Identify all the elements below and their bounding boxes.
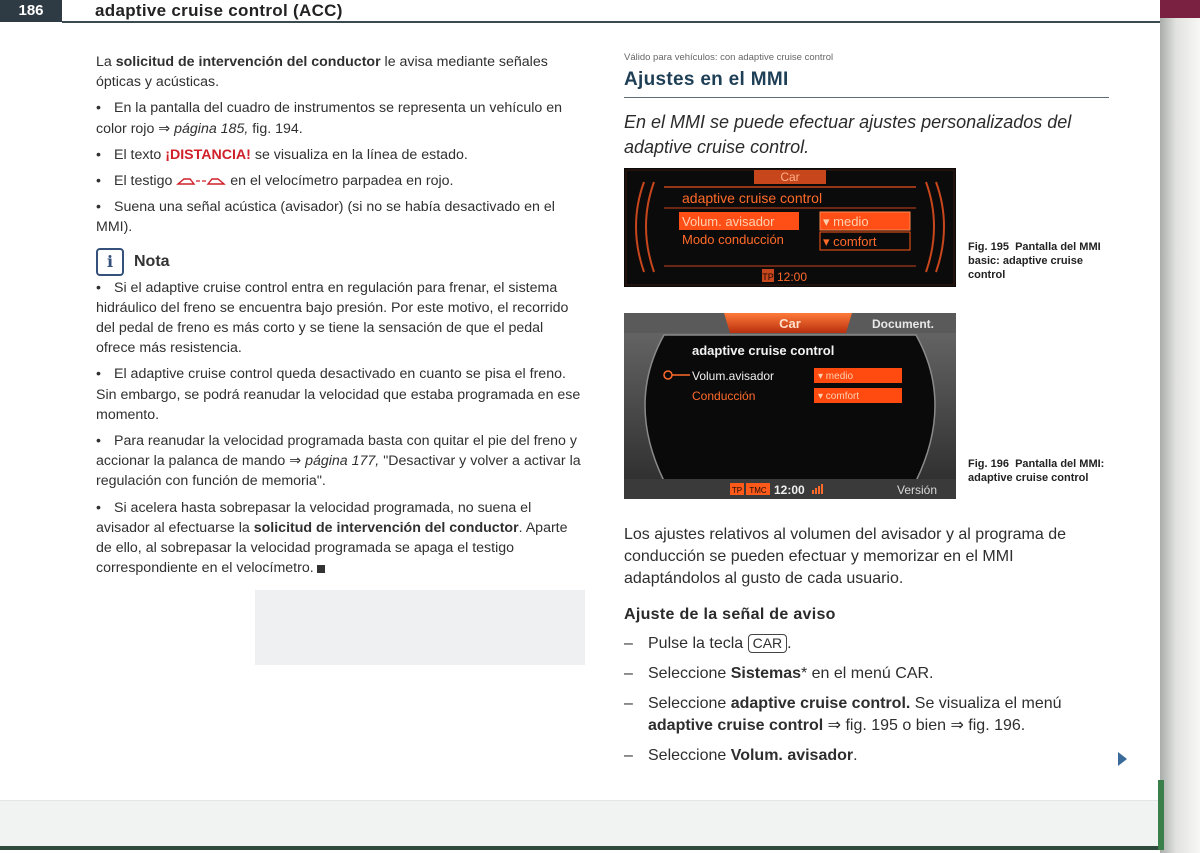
figure-196-caption: Fig. 196 Pantalla del MMI: adaptive cruise control (968, 458, 1105, 484)
screen2-row2-label: Conducción (692, 389, 756, 403)
car-key: CAR (748, 634, 788, 653)
running-title: adaptive cruise control (ACC) (95, 1, 343, 20)
faded-bleedthrough-box (255, 590, 585, 665)
screen1-row1-label: Volum. avisador (682, 214, 775, 229)
mmi-screen (624, 313, 956, 499)
screen2-tmc-badge: TMC (749, 486, 767, 495)
bullet-dot: • (96, 173, 101, 190)
figure-195-caption: Fig. 195 Pantalla del MMI basic: adaptive cruise control (968, 241, 1101, 281)
screen2-tab-car: Car (779, 316, 801, 331)
section-intro: En el MMI se puede efectuar ajustes personalizados del adaptive cruise control. (624, 112, 1072, 157)
page-header (0, 0, 1160, 20)
bullet-dot: • (96, 100, 101, 117)
continue-arrow-icon (1118, 752, 1127, 766)
bullet-1: • En la pantalla del cuadro de instrumentos se representa un vehículo en color rojo ⇒ página 185, fig. 194. (96, 100, 562, 137)
step-3: – Seleccione adaptive cruise control. Se visualiza el menú adaptive cruise control ⇒ fig. 195 o bien ⇒ fig. 196. (624, 695, 1062, 734)
bullet-dot: • (96, 199, 101, 216)
screen2-tp-badge: TP (731, 486, 743, 495)
bullet-dot: • (96, 366, 101, 383)
end-square-icon (317, 565, 325, 573)
note-item-2: • El adaptive cruise control queda desactivado en cuanto se pisa el freno. Sin embargo, se podrá reanudar la velocidad que estaba programada en ese momento. (96, 366, 581, 423)
section-rule (624, 97, 1109, 98)
header-rule (62, 21, 1160, 23)
page-edge-tab (1160, 0, 1200, 18)
section-title: Ajustes en el MMI (624, 69, 789, 90)
page-number: 186 (0, 0, 62, 22)
screen1-time: 12:00 (777, 270, 808, 284)
bullet-dot: • (96, 279, 101, 296)
screen2-heading: adaptive cruise control (692, 343, 835, 358)
screen2-row1-label: Volum.avisador (692, 369, 775, 383)
note-item-3: • Para reanudar la velocidad programada basta con quitar el pie del freno y accionar la palanca de mando ⇒ página 177, "Desactivar y volver a activar la regulación con función de memoria". (96, 433, 581, 490)
step-4: – Seleccione Volum. avisador. (624, 747, 858, 764)
mmi-basic-screen (624, 168, 956, 287)
bottom-band (0, 800, 1165, 847)
info-note-icon: i (96, 248, 124, 276)
settings-paragraph: Los ajustes relativos al volumen del avisador y al programa de conducción se pueden efectuar y memorizar en el MMI adaptándolos al gusto de cada usuario. (624, 526, 1067, 587)
screen2-time: 12:00 (774, 483, 805, 497)
bullet-2: • El texto ¡DISTANCIA! se visualiza en la línea de estado. (96, 145, 586, 165)
bottom-rule (0, 846, 1165, 850)
steps-list (624, 633, 1114, 775)
screen1-row2-value: ▾ comfort (823, 234, 877, 249)
bullet-dot: • (96, 146, 101, 163)
step-2: – Seleccione Sistemas* en el menú CAR. (624, 665, 934, 682)
bullet-3: • El testigo en el velocímetro parpadea en rojo. (96, 171, 586, 191)
screen1-heading: adaptive cruise control (682, 190, 823, 206)
screen2-row2-value: ▾ comfort (818, 391, 860, 402)
subsection-title: Ajuste de la señal de aviso (624, 606, 836, 623)
note-header (96, 248, 586, 276)
page-edge (1160, 0, 1200, 853)
note-title: Nota (134, 252, 170, 270)
page-edge-green-tab (1158, 780, 1164, 850)
screen1-tab: Car (780, 170, 800, 184)
screen2-row1-value: ▾ medio (818, 371, 854, 382)
screen2-tab-document: Document. (872, 317, 935, 331)
bullet-dot: • (96, 433, 101, 450)
screen1-row2-label: Modo conducción (682, 232, 784, 247)
intro-paragraph: La solicitud de intervención del conductor le avisa mediante señales ópticas y acústicas. (96, 54, 548, 91)
bullet-dot: • (96, 499, 101, 516)
validity-note: Válido para vehículos: con adaptive cruise control (624, 52, 834, 63)
screen2-version: Versión (897, 483, 938, 497)
left-column (96, 52, 586, 584)
step-1: – Pulse la tecla CAR . (624, 635, 792, 652)
screen1-row1-value: ▾ medio (823, 214, 869, 229)
note-item-1: • Si el adaptive cruise control entra en regulación para frenar, el sistema hidráulico del freno se encuentra bajo presión. Por este motivo, el recorrido del pedal de freno es más corto y se tiene la sensación de que el pedal ofrece más resistencia. (96, 279, 569, 357)
distance-warning-lamp-icon (176, 176, 226, 186)
note-item-4: • Si acelera hasta sobrepasar la velocidad programada, no suena el avisador al efectuarse la solicitud de intervención del conductor. Aparte de ello, al sobrepasar la velocidad programada se apaga el testigo correspondiente en el velocímetro. (96, 499, 568, 577)
bullet-4: • Suena una señal acústica (avisador) (si no se había desactivado en el MMI). (96, 199, 555, 236)
screen1-tp-badge: TP (762, 272, 774, 282)
right-column (624, 52, 1114, 160)
